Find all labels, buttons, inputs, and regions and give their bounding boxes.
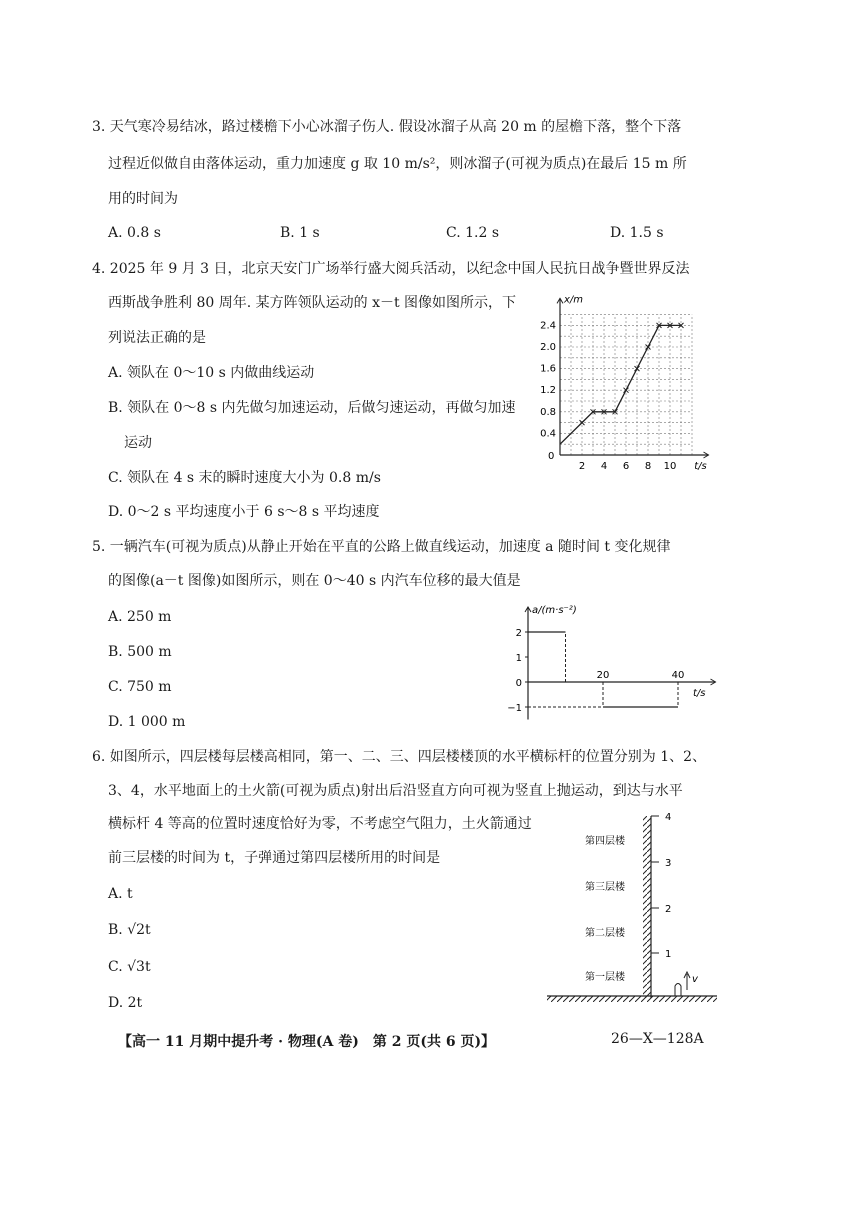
q5-stem-line2: 的图像(a－t 图像)如图所示，则在 0～40 s 内汽车位移的最大值是 [108, 573, 521, 589]
floor-label-4: 第四层楼 [585, 836, 625, 847]
x-tick-label: 2 [578, 461, 586, 472]
q4-option-c: C. 领队在 4 s 末的瞬时速度大小为 0.8 m/s [108, 470, 381, 486]
q5-option-a: A. 250 m [108, 609, 172, 625]
y-tick-label: 2.4 [540, 320, 556, 332]
floor-label-2: 第二层楼 [585, 928, 625, 939]
q5-option-b: B. 500 m [108, 644, 172, 660]
mark-1: 1 [665, 949, 672, 960]
q3-option-c: C. 1.2 s [446, 225, 500, 241]
building-figure [545, 810, 720, 1005]
q6-stem-line1: 6. 如图所示，四层楼每层楼高相同，第一、二、三、四层楼楼顶的水平横标杆的位置分别为 1、2、 [92, 749, 707, 765]
q3-option-a: A. 0.8 s [108, 225, 161, 241]
mark-3: 3 [665, 858, 672, 869]
q4-stem-line3: 列说法正确的是 [108, 330, 206, 346]
x-tick-label: 8 [644, 461, 652, 472]
xt-chart [530, 290, 720, 475]
x-axis-label: t/s [693, 688, 706, 699]
q4-option-a: A. 领队在 0～10 s 内做曲线运动 [108, 365, 315, 381]
q6-option-b: B. √2t [108, 922, 151, 938]
y-tick-label: −1 [507, 703, 522, 714]
q5-option-c: C. 750 m [108, 679, 172, 695]
q4-stem-line2: 西斯战争胜利 80 周年. 某方阵领队运动的 x－t 图像如图所示，下 [108, 295, 517, 311]
mark-4: 4 [665, 812, 672, 823]
q4-stem-line1: 4. 2025 年 9 月 3 日，北京天安门广场举行盛大阅兵活动，以纪念中国人民抗日战争暨世界反法 [92, 261, 690, 277]
mark-2: 2 [665, 904, 672, 915]
q6-stem-line3: 横标杆 4 等高的位置时速度恰好为零，不考虑空气阻力，土火箭通过 [108, 816, 532, 832]
y-tick-label: 0.4 [540, 428, 556, 440]
q3-option-d: D. 1.5 s [610, 225, 664, 241]
q6-stem-line2: 3、4，水平地面上的土火箭(可视为质点)射出后沿竖直方向可视为竖直上抛运动，到达与水平 [108, 783, 683, 799]
xt-series-line [560, 325, 681, 444]
q3-stem-line2: 过程近似做自由落体运动，重力加速度 g 取 10 m/s²，则冰溜子(可视为质点)在最后 15 m 所 [108, 156, 687, 172]
x-tick-label: 6 [622, 461, 630, 472]
building-wall [643, 816, 651, 998]
at-chart [500, 600, 730, 725]
q6-option-c: C. √3t [108, 959, 151, 975]
rocket-icon [675, 984, 681, 997]
footer-page-info: 【高一 11 月期中提升考 · 物理(A 卷) 第 2 页(共 6 页)】 [118, 1034, 496, 1050]
x-tick-label: 4 [600, 461, 608, 472]
y-tick-label: 0.8 [540, 406, 556, 418]
y-tick-label: 0 [515, 678, 522, 689]
q6-option-a: A. t [108, 886, 133, 902]
q4-option-b-line2: 运动 [124, 435, 152, 451]
q5-option-d: D. 1 000 m [108, 714, 186, 730]
floor-label-3: 第三层楼 [585, 882, 625, 893]
x-axis-label: t/s [694, 461, 707, 472]
x-tick-label: 40 [671, 670, 685, 681]
y-tick-label: 1.2 [540, 385, 556, 397]
y-tick-label: 2.0 [540, 342, 556, 353]
q3-stem-line3: 用的时间为 [108, 191, 178, 207]
y-tick-label: 1 [515, 653, 522, 664]
y-tick-label: 1.6 [540, 363, 556, 375]
origin-label: 0 [548, 451, 555, 462]
q5-stem-line1: 5. 一辆汽车(可视为质点)从静止开始在平直的公路上做直线运动，加速度 a 随时间 t 变化规律 [92, 539, 671, 555]
x-tick-label: 20 [596, 670, 610, 681]
q6-stem-line4: 前三层楼的时间为 t，子弹通过第四层楼所用的时间是 [108, 850, 441, 866]
q3-stem-line1: 3. 天气寒冷易结冰，路过楼檐下小心冰溜子伤人. 假设冰溜子从高 20 m 的屋檐下落，整个下落 [92, 119, 682, 135]
q3-option-b: B. 1 s [280, 225, 320, 241]
velocity-label: v [692, 974, 698, 985]
x-tick-label: 10 [663, 461, 677, 472]
q4-option-b-line1: B. 领队在 0～8 s 内先做匀加速运动，后做匀速运动，再做匀加速 [108, 400, 516, 416]
ground [547, 996, 717, 1002]
floor-label-1: 第一层楼 [585, 972, 625, 983]
y-axis-label: x/m [564, 294, 584, 306]
y-axis-label: a/(m·s⁻²) [532, 605, 577, 616]
q4-option-d: D. 0～2 s 平均速度小于 6 s～8 s 平均速度 [108, 504, 380, 520]
footer-code: 26—X—128A [611, 1031, 704, 1047]
q6-option-d: D. 2t [108, 995, 143, 1011]
y-tick-label: 2 [515, 628, 522, 639]
